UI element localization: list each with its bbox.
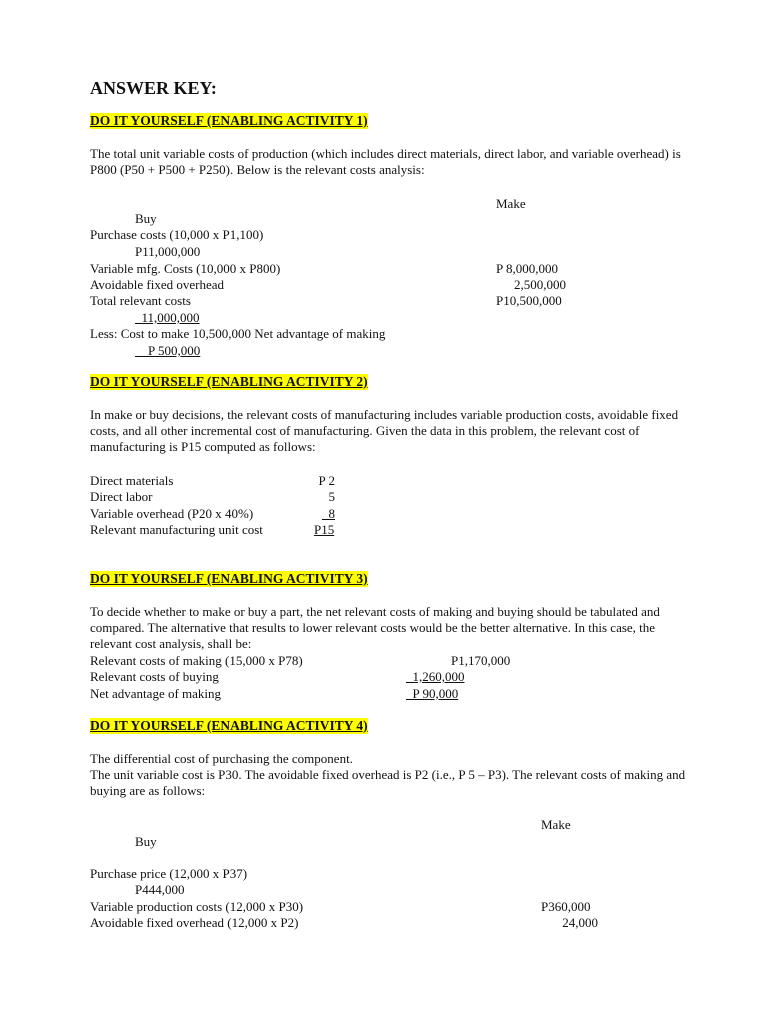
activity-2-row-value: 5: [328, 489, 335, 504]
activity-2-row-label: Direct materials: [90, 473, 174, 488]
activity-3-row-label: Net advantage of making: [90, 686, 222, 701]
activity-1-varmfg-label: Variable mfg. Costs (10,000 x P800): [90, 261, 281, 276]
activity-1-varmfg-value: P 8,000,000: [496, 261, 558, 276]
page-title: ANSWER KEY:: [90, 78, 217, 98]
activity-3-paragraph: To decide whether to make or buy a part, the net relevant costs of making and buying should be tabulated and compared. The alternative that results to lower relevant costs would be the better alternative. In this case, the relevant cost analysis, shall be:: [90, 604, 660, 651]
activity-1-less-label: Less: Cost to make 10,500,000 Net advantage of making: [90, 326, 386, 341]
activity-2-row-value: P 2: [318, 473, 335, 488]
activity-1-total-label: Total relevant costs: [90, 293, 191, 308]
activity-1-purchase-label: Purchase costs (10,000 x P1,100): [90, 227, 264, 242]
activity-2-paragraph: In make or buy decisions, the relevant costs of manufacturing includes variable production costs, avoidable fixed costs, and all other incremental cost of manufacturing. Given the data in this problem, the relevant cost of manufacturing is P15 computed as follows:: [90, 407, 679, 454]
activity-3-row-value: _1,260,000: [406, 669, 465, 684]
activity-1-net-advantage: __P 500,000: [135, 343, 201, 358]
activity-4-purchase-label: Purchase price (12,000 x P37): [90, 866, 248, 881]
activity-4-varprod-value: P360,000: [541, 899, 591, 914]
activity-2-row-label: Direct labor: [90, 489, 153, 504]
activity-2-row-value: P15: [314, 522, 335, 537]
section-heading-activity-1: DO IT YOURSELF (ENABLING ACTIVITY 1): [90, 113, 368, 128]
activity-4-make-header: Make: [541, 817, 571, 832]
activity-1-avoid-value: 2,500,000: [514, 277, 566, 292]
section-heading-activity-2: DO IT YOURSELF (ENABLING ACTIVITY 2): [90, 374, 368, 389]
activity-3-row-value: P1,170,000: [451, 653, 511, 668]
activity-1-purchase-value: P11,000,000: [135, 244, 201, 259]
activity-1-buy-header: Buy: [135, 211, 157, 226]
activity-4-avoid-value: 24,000: [562, 915, 598, 930]
activity-1-avoid-label: Avoidable fixed overhead: [90, 277, 225, 292]
activity-3-row-value: _P 90,000: [406, 686, 459, 701]
activity-1-total-make: P10,500,000: [496, 293, 562, 308]
activity-1-make-header: Make: [496, 196, 526, 211]
section-heading-activity-3: DO IT YOURSELF (ENABLING ACTIVITY 3): [90, 571, 368, 586]
activity-4-avoid-label: Avoidable fixed overhead (12,000 x P2): [90, 915, 299, 930]
activity-2-row-label: Relevant manufacturing unit cost: [90, 522, 263, 537]
activity-1-paragraph: The total unit variable costs of production (which includes direct materials, direct labor, and variable overhead) is P800 (P50 + P500 + P250). Below is the relevant costs analysis:: [90, 146, 681, 177]
activity-4-paragraph-2: The unit variable cost is P30. The avoidable fixed overhead is P2 (i.e., P 5 – P3). The relevant costs of making and buying are as follows:: [90, 767, 686, 798]
activity-4-purchase-value: P444,000: [135, 882, 185, 897]
activity-4-buy-header: Buy: [135, 834, 157, 849]
activity-4-varprod-label: Variable production costs (12,000 x P30): [90, 899, 304, 914]
activity-3-row-label: Relevant costs of buying: [90, 669, 219, 684]
activity-2-row-value: _8: [322, 506, 335, 521]
activity-3-row-label: Relevant costs of making (15,000 x P78): [90, 653, 303, 668]
activity-1-total-buy: _11,000,000: [135, 310, 200, 325]
activity-4-paragraph-1: The differential cost of purchasing the component.: [90, 751, 353, 766]
activity-2-row-label: Variable overhead (P20 x 40%): [90, 506, 254, 521]
section-heading-activity-4: DO IT YOURSELF (ENABLING ACTIVITY 4): [90, 718, 368, 733]
